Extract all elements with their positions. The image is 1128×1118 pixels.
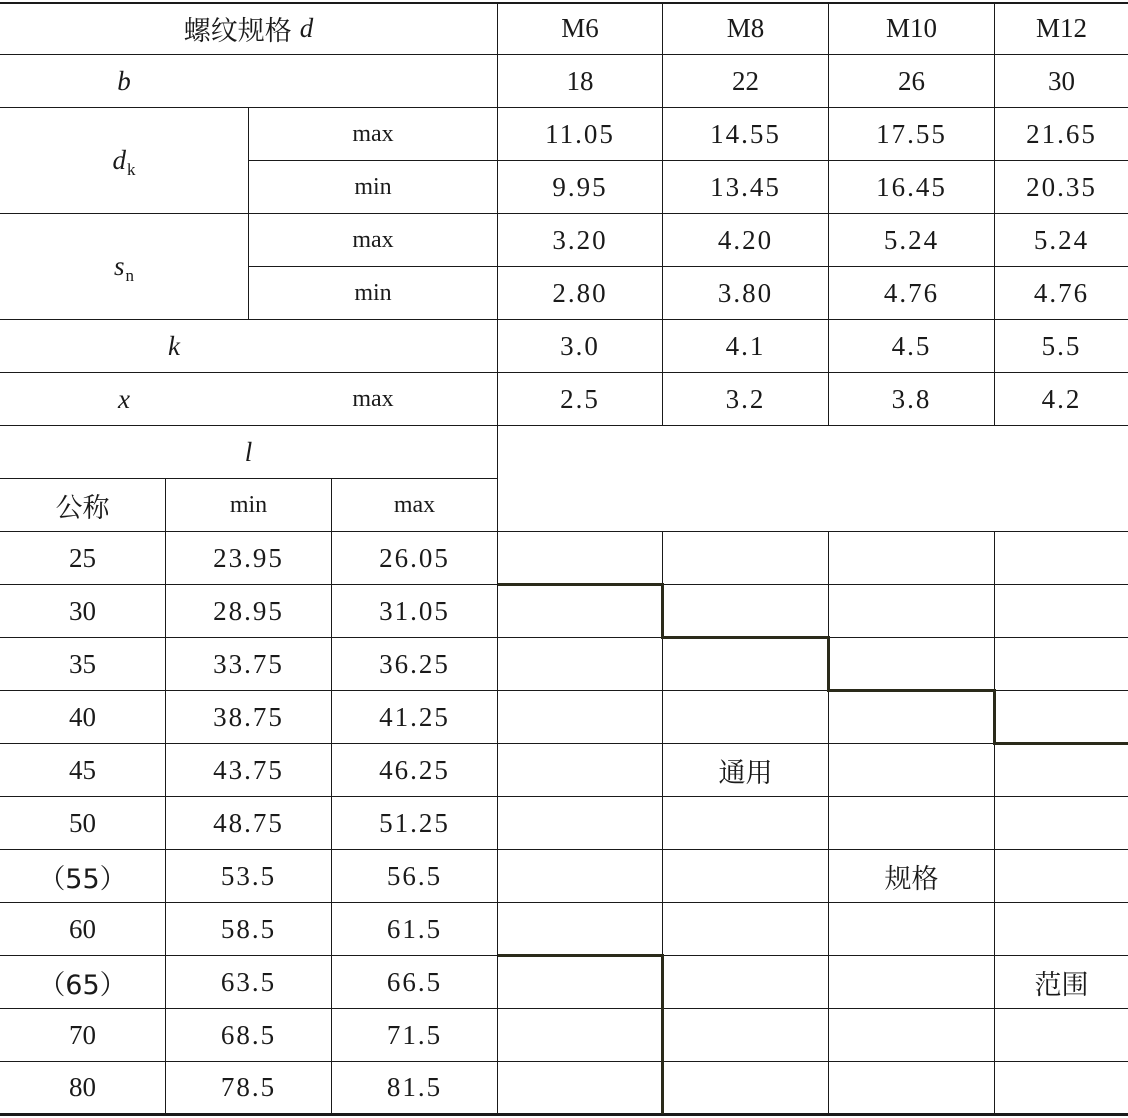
x-value: 2.5 xyxy=(560,383,600,414)
col-rule xyxy=(828,531,829,1116)
l-nominal: 30 xyxy=(69,595,96,626)
dk-symbol: d xyxy=(112,145,126,175)
b-label: b xyxy=(117,65,131,96)
l-max: 46.25 xyxy=(379,754,450,785)
sn-min-value: 4.76 xyxy=(1033,277,1090,308)
l-nominal-header: 公称 xyxy=(55,492,110,524)
sn-max-value: 5.24 xyxy=(1033,224,1090,255)
b-value: 18 xyxy=(566,65,594,96)
size-header: M10 xyxy=(885,13,937,43)
sn-min-label: min xyxy=(354,279,392,306)
x-value: 3.8 xyxy=(891,383,932,414)
l-min: 78.5 xyxy=(220,1072,277,1102)
dk-max-value: 14.55 xyxy=(710,118,781,149)
l-max: 56.5 xyxy=(386,860,443,891)
range-boundary-lower xyxy=(498,954,664,957)
l-max: 26.05 xyxy=(379,542,450,573)
l-nominal: 60 xyxy=(69,913,96,944)
l-nominal: 25 xyxy=(69,542,96,573)
l-max: 51.25 xyxy=(379,807,450,838)
k-label: k xyxy=(168,330,180,361)
sn-max-value: 3.20 xyxy=(552,224,608,255)
sn-max-value: 5.24 xyxy=(883,224,940,255)
range-boundary-upper xyxy=(498,583,664,586)
x-value: 4.2 xyxy=(1041,383,1082,414)
l-min: 68.5 xyxy=(220,1019,277,1050)
dk-subscript: k xyxy=(127,159,136,179)
l-min: 28.95 xyxy=(213,595,284,626)
l-max: 66.5 xyxy=(386,966,443,997)
range-boundary-upper xyxy=(661,583,664,639)
dk-label xyxy=(0,108,248,213)
range-boundary-upper xyxy=(827,636,830,692)
l-min: 38.75 xyxy=(213,701,284,732)
l-nominal: 40 xyxy=(69,701,96,732)
spec-label: 螺纹规格 xyxy=(183,16,292,47)
sn-min-value: 4.76 xyxy=(883,277,940,308)
dk-max-value: 21.65 xyxy=(1026,118,1097,149)
l-nominal: 70 xyxy=(69,1019,96,1050)
l-nominal: 45 xyxy=(69,754,96,785)
dk-min-value: 9.95 xyxy=(552,171,608,202)
sn-subscript: n xyxy=(125,265,134,285)
range-boundary-lower xyxy=(661,954,664,1114)
l-max: 81.5 xyxy=(386,1072,443,1102)
l-nominal: （55） xyxy=(38,863,127,895)
dk-min-value: 13.45 xyxy=(710,171,781,202)
range-boundary-upper xyxy=(993,742,1128,745)
range-boundary-upper xyxy=(827,689,996,692)
size-header: M12 xyxy=(1035,13,1087,43)
spec-header xyxy=(0,3,497,54)
k-value: 4.5 xyxy=(891,330,932,361)
range-text-range: 范围 xyxy=(1034,969,1089,1001)
size-header: M6 xyxy=(561,13,599,43)
l-max-header: max xyxy=(393,491,436,518)
x-max-label: max xyxy=(352,385,394,412)
b-value: 26 xyxy=(898,65,925,96)
l-nominal: 50 xyxy=(69,807,96,838)
col-rule xyxy=(994,531,995,1116)
l-max: 31.05 xyxy=(379,595,450,626)
l-max: 71.5 xyxy=(386,1019,443,1050)
l-max: 36.25 xyxy=(379,648,450,679)
k-value: 4.1 xyxy=(725,330,766,361)
l-min: 53.5 xyxy=(220,860,277,891)
b-value: 30 xyxy=(1048,65,1075,96)
sn-symbol: s xyxy=(113,251,125,281)
dk-min-value: 16.45 xyxy=(876,171,947,202)
sn-min-value: 3.80 xyxy=(717,277,774,308)
l-label: l xyxy=(244,436,253,467)
range-boundary-upper xyxy=(661,636,830,639)
dk-max-value: 17.55 xyxy=(876,118,947,149)
range-text-general: 通用 xyxy=(718,757,773,789)
l-min: 43.75 xyxy=(213,754,284,785)
range-boundary-upper xyxy=(993,689,996,745)
dk-max-value: 11.05 xyxy=(545,118,615,149)
l-nominal: 35 xyxy=(69,648,96,679)
dk-min-value: 20.35 xyxy=(1026,171,1097,202)
l-min: 23.95 xyxy=(213,542,284,573)
dk-min-label: min xyxy=(354,173,392,200)
l-nominal: 80 xyxy=(69,1072,96,1102)
l-max: 41.25 xyxy=(379,701,450,732)
l-min: 33.75 xyxy=(213,648,284,679)
l-max: 61.5 xyxy=(386,913,443,944)
l-min-header: min xyxy=(229,491,268,518)
k-value: 5.5 xyxy=(1041,330,1082,361)
dk-max-label: max xyxy=(352,120,394,147)
sn-min-value: 2.80 xyxy=(552,277,608,308)
x-label: x xyxy=(118,383,130,414)
range-text-spec: 规格 xyxy=(884,863,939,895)
size-header: M8 xyxy=(726,13,765,43)
sn-max-label: max xyxy=(352,226,394,253)
l-min: 63.5 xyxy=(220,966,277,997)
l-min: 48.75 xyxy=(213,807,284,838)
l-nominal: （65） xyxy=(38,969,127,1001)
x-value: 3.2 xyxy=(725,383,766,414)
sn-max-value: 4.20 xyxy=(717,224,774,255)
l-min: 58.5 xyxy=(220,913,277,944)
spec-var: d xyxy=(299,13,314,43)
b-value: 22 xyxy=(732,65,759,96)
k-value: 3.0 xyxy=(560,330,600,361)
rule-bottom xyxy=(0,1113,1128,1116)
sn-label xyxy=(0,214,248,319)
